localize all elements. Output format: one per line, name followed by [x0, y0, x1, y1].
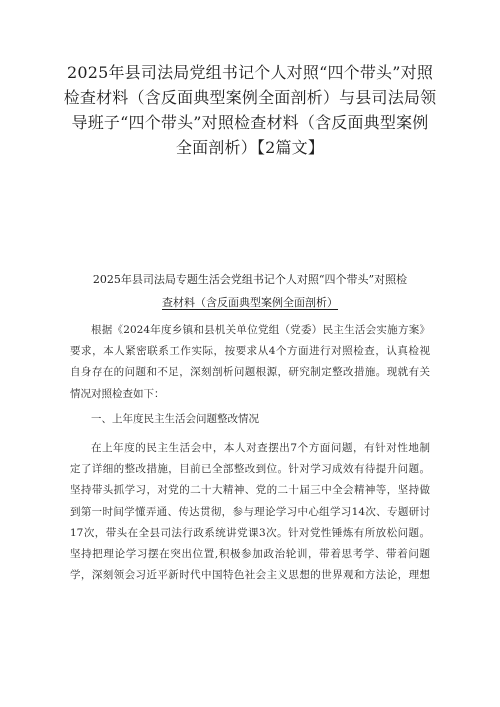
section-title-line: 查材料（含反面典型案例全面剖析） [162, 296, 338, 309]
paragraph-line: 在上年度的民主生活会中，本人对查摆出7个方面问题，有针对性地制 [91, 442, 430, 455]
paragraph-line: 坚持带头抓学习，对党的二十大精神、党的二十届三中全会精神等，坚持做 [70, 484, 430, 497]
paragraph-line: 坚持把理论学习摆在突出位置,积极参加政治轮训，带着思考学、带着问题 [70, 548, 430, 561]
document-title [60, 60, 440, 160]
title-line: 检查材料（含反面典型案例全面剖析）与县司法局领 [63, 88, 437, 107]
paragraph-line: 17次，带头在全县司法行政系统讲党课3次。针对党性锤炼有所放松问题。 [70, 526, 430, 539]
paragraph-line: 要求，本人紧密联系工作实际，按要求从4个方面进行对照检查，认真检视 [70, 345, 430, 358]
section-heading: 一、上年度民主生活会问题整改情况 [91, 412, 259, 425]
title-line: 全面剖析）【2篇文】 [175, 138, 325, 157]
paragraph-line: 定了详细的整改措施，目前已全部整改到位。针对学习成效有待提升问题。 [70, 463, 430, 476]
section-title [70, 268, 430, 314]
document-body [70, 320, 430, 588]
paragraph-line: 根据《2024年度乡镇和县机关单位党组（党委）民主生活会实施方案》 [91, 324, 430, 336]
paragraph-line: 自身存在的问题和不足，深刻剖析问题根源，研究制定整改措施。现就有关 [70, 366, 430, 379]
paragraph-line: 情况对照检查如下： [70, 387, 165, 400]
title-line: 2025年县司法局党组书记个人对照“四个带头”对照 [66, 63, 434, 82]
title-line: 导班子“四个带头”对照检查材料（含反面典型案例 [71, 113, 429, 132]
paragraph-line: 到第一时间学懂弄通、传达贯彻，参与理论学习中心组学习14次、专题研讨 [70, 505, 430, 518]
section-title-line: 2025年县司法局专题生活会党组书记个人对照“四个带头”对照检 [92, 273, 408, 286]
body-paragraph [70, 438, 430, 586]
intro-paragraph [70, 320, 430, 405]
paragraph-line: 学，深刻领会习近平新时代中国特色社会主义思想的世界观和方法论，理想 [70, 569, 430, 582]
